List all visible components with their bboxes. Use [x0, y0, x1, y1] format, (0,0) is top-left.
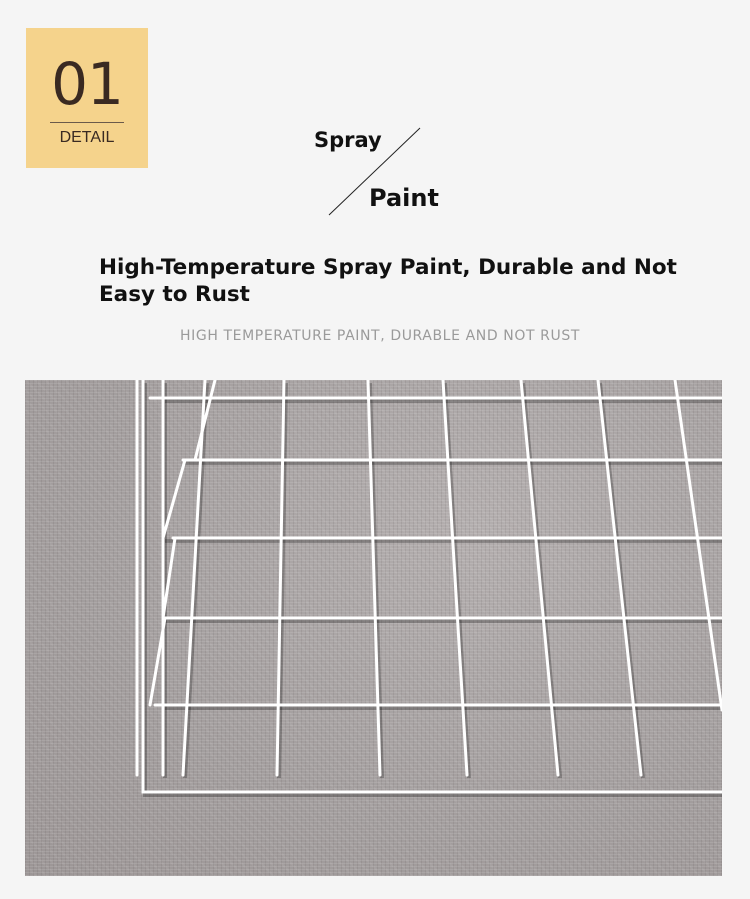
wire-basket-photo	[25, 380, 722, 876]
wire-grid-illustration	[25, 380, 722, 876]
detail-badge	[26, 28, 148, 168]
feature-subheadline: HIGH TEMPERATURE PAINT, DURABLE AND NOT RUST	[180, 328, 580, 344]
feature-word-spray: Spray	[314, 128, 382, 152]
badge-divider	[50, 122, 124, 123]
detail-number: 01	[51, 50, 123, 118]
detail-label: DETAIL	[59, 129, 115, 146]
feature-headline: High-Temperature Spray Paint, Durable and Not Easy to Rust	[99, 255, 677, 307]
feature-word-paint: Paint	[369, 184, 439, 212]
